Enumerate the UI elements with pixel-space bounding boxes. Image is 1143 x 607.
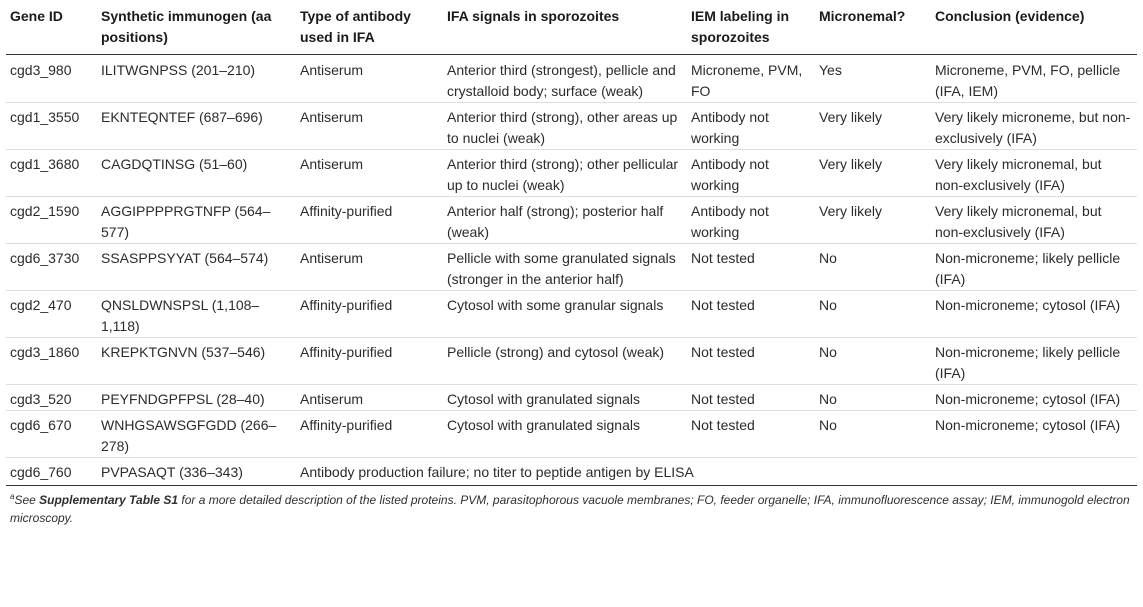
cell-immunogen: PVPASAQT (336–343) — [97, 458, 296, 486]
cell-antibody-type: Affinity-purified — [296, 338, 443, 385]
cell-immunogen: QNSLDWNSPSL (1,108–1,118) — [97, 291, 296, 338]
cell-micronemal: No — [815, 338, 931, 385]
cell-immunogen: EKNTEQNTEF (687–696) — [97, 103, 296, 150]
footnote-pre: See — [14, 493, 40, 507]
table-footnote — [6, 486, 1137, 527]
header-iem-labeling: IEM labeling in sporozoites — [687, 6, 815, 55]
header-conclusion: Conclusion (evidence) — [931, 6, 1137, 55]
cell-antibody-type: Antiserum — [296, 385, 443, 411]
cell-gene-id: cgd3_1860 — [6, 338, 97, 385]
table-row — [6, 385, 1137, 411]
cell-conclusion: Non-microneme; cytosol (IFA) — [931, 411, 1137, 458]
table-row — [6, 150, 1137, 197]
cell-micronemal: Very likely — [815, 150, 931, 197]
cell-ifa-signals: Cytosol with granulated signals — [443, 385, 687, 411]
header-gene-id: Gene ID — [6, 6, 97, 55]
cell-micronemal: Yes — [815, 55, 931, 103]
cell-micronemal: Very likely — [815, 197, 931, 244]
cell-ifa-signals: Pellicle with some granulated signals (stronger in the anterior half) — [443, 244, 687, 291]
cell-antibody-type: Antiserum — [296, 150, 443, 197]
cell-antibody-type: Antiserum — [296, 244, 443, 291]
cell-micronemal: Very likely — [815, 103, 931, 150]
cell-iem-labeling: Antibody not working — [687, 103, 815, 150]
footnote-supplementary-link: Supplementary Table S1 — [39, 493, 179, 507]
cell-micronemal: No — [815, 291, 931, 338]
cell-ifa-signals: Anterior third (strongest), pellicle and crystalloid body; surface (weak) — [443, 55, 687, 103]
cell-immunogen: ILITWGNPSS (201–210) — [97, 55, 296, 103]
table-body — [6, 55, 1137, 486]
cell-antibody-type: Antiserum — [296, 55, 443, 103]
table-row — [6, 338, 1137, 385]
table-header — [6, 6, 1137, 55]
table-row — [6, 411, 1137, 458]
cell-antibody-type: Antiserum — [296, 103, 443, 150]
header-synthetic-immunogen: Synthetic immunogen (aa positions) — [97, 6, 296, 55]
cell-immunogen: AGGIPPPPRGTNFP (564–577) — [97, 197, 296, 244]
header-row — [6, 6, 1137, 55]
table-row — [6, 103, 1137, 150]
table-row — [6, 244, 1137, 291]
cell-antibody-type: Affinity-purified — [296, 291, 443, 338]
cell-iem-labeling: Not tested — [687, 291, 815, 338]
cell-iem-labeling: Not tested — [687, 411, 815, 458]
cell-ifa-signals: Anterior third (strong); other pellicular up to nuclei (weak) — [443, 150, 687, 197]
cell-ifa-signals: Cytosol with granulated signals — [443, 411, 687, 458]
cell-immunogen: CAGDQTINSG (51–60) — [97, 150, 296, 197]
cell-gene-id: cgd1_3680 — [6, 150, 97, 197]
footnote-text: for a more detailed description of the listed proteins. PVM, parasitophorous vacuole membranes; FO, feeder organelle; IFA, immunofluorescence assay; IEM, immunogold electron microscopy. — [10, 493, 1130, 525]
cell-immunogen: PEYFNDGPFPSL (28–40) — [97, 385, 296, 411]
cell-conclusion: Non-microneme; likely pellicle (IFA) — [931, 244, 1137, 291]
cell-failure-note: Antibody production failure; no titer to peptide antigen by ELISA — [296, 458, 1137, 486]
cell-conclusion: Non-microneme; cytosol (IFA) — [931, 291, 1137, 338]
cell-micronemal: No — [815, 385, 931, 411]
table-row-failure — [6, 458, 1137, 486]
cell-gene-id: cgd3_980 — [6, 55, 97, 103]
header-antibody-type: Type of antibody used in IFA — [296, 6, 443, 55]
table-row — [6, 55, 1137, 103]
cell-iem-labeling: Microneme, PVM, FO — [687, 55, 815, 103]
table-row — [6, 197, 1137, 244]
cell-gene-id: cgd6_670 — [6, 411, 97, 458]
cell-immunogen: SSASPPSYYAT (564–574) — [97, 244, 296, 291]
cell-gene-id: cgd2_1590 — [6, 197, 97, 244]
cell-gene-id: cgd2_470 — [6, 291, 97, 338]
header-ifa-signals: IFA signals in sporozoites — [443, 6, 687, 55]
cell-gene-id: cgd6_760 — [6, 458, 97, 486]
cell-conclusion: Non-microneme; cytosol (IFA) — [931, 385, 1137, 411]
footnote-marker: a — [10, 492, 15, 501]
cell-iem-labeling: Antibody not working — [687, 197, 815, 244]
cell-ifa-signals: Pellicle (strong) and cytosol (weak) — [443, 338, 687, 385]
cell-ifa-signals: Cytosol with some granular signals — [443, 291, 687, 338]
cell-conclusion: Very likely microneme, but non-exclusively (IFA) — [931, 103, 1137, 150]
cell-conclusion: Non-microneme; likely pellicle (IFA) — [931, 338, 1137, 385]
cell-gene-id: cgd3_520 — [6, 385, 97, 411]
cell-gene-id: cgd1_3550 — [6, 103, 97, 150]
cell-gene-id: cgd6_3730 — [6, 244, 97, 291]
cell-iem-labeling: Antibody not working — [687, 150, 815, 197]
table-row — [6, 291, 1137, 338]
cell-iem-labeling: Not tested — [687, 338, 815, 385]
cell-antibody-type: Affinity-purified — [296, 411, 443, 458]
cell-conclusion: Very likely micronemal, but non-exclusively (IFA) — [931, 150, 1137, 197]
cell-antibody-type: Affinity-purified — [296, 197, 443, 244]
cell-conclusion: Microneme, PVM, FO, pellicle (IFA, IEM) — [931, 55, 1137, 103]
cell-immunogen: WNHGSAWSGFGDD (266–278) — [97, 411, 296, 458]
cell-micronemal: No — [815, 411, 931, 458]
cell-ifa-signals: Anterior third (strong), other areas up to nuclei (weak) — [443, 103, 687, 150]
data-table — [6, 6, 1137, 486]
cell-iem-labeling: Not tested — [687, 385, 815, 411]
header-micronemal: Micronemal? — [815, 6, 931, 55]
cell-ifa-signals: Anterior half (strong); posterior half (weak) — [443, 197, 687, 244]
cell-micronemal: No — [815, 244, 931, 291]
cell-immunogen: KREPKTGNVN (537–546) — [97, 338, 296, 385]
cell-iem-labeling: Not tested — [687, 244, 815, 291]
cell-conclusion: Very likely micronemal, but non-exclusively (IFA) — [931, 197, 1137, 244]
